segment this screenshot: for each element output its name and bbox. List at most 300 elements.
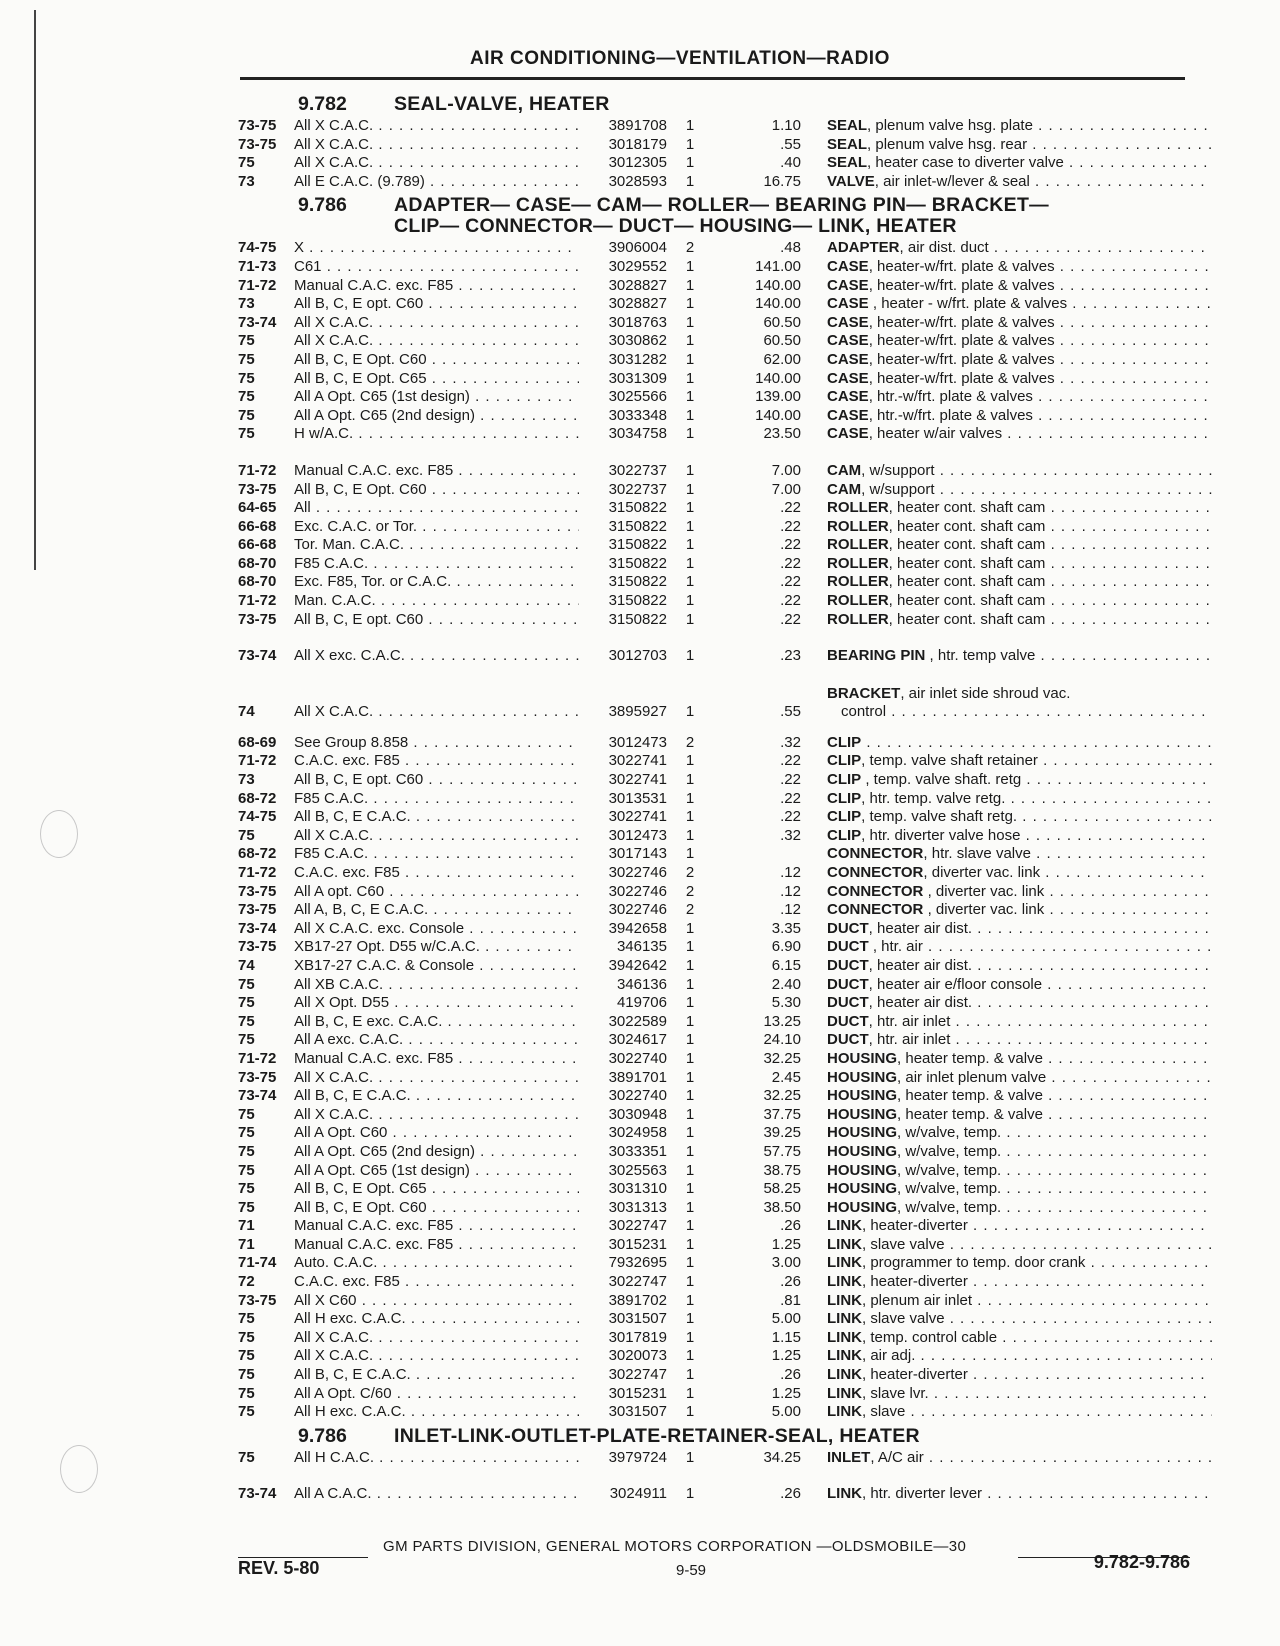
model-years: 75 — [238, 1328, 255, 1346]
part-description: , diverter vac. link . . . — [923, 864, 1212, 881]
quantity: 1 — [685, 573, 695, 591]
part-name: BRACKET — [827, 684, 901, 702]
application: All H exc. C.A.C. . . . — [294, 1403, 579, 1422]
part-description: , heater cont. shaft cam . . . — [889, 573, 1212, 590]
part-number: 3979724 — [608, 1448, 667, 1466]
part-row — [238, 1329, 1190, 1348]
part-number: 3024911 — [609, 1485, 667, 1503]
price: 1.25 — [771, 1347, 801, 1365]
part-number: 3028827 — [608, 276, 667, 294]
group-number: 9.782 — [298, 93, 347, 115]
price: .23 — [780, 647, 801, 665]
part-number: 3025566 — [608, 388, 667, 406]
part-name: LINK — [827, 1254, 862, 1272]
model-years: 73-75 — [238, 1291, 277, 1309]
part-description: , w/valve, temp. . . . — [897, 1124, 1212, 1141]
part-name: LINK — [827, 1485, 862, 1503]
part-name: LINK — [827, 1328, 862, 1346]
part-number: 3891708 — [608, 117, 667, 134]
part-number: 3031313 — [608, 1198, 667, 1216]
part-description: , plenum air inlet . . . — [862, 1292, 1212, 1309]
price: .22 — [780, 752, 801, 770]
part-description: , heater temp. & valve . . . — [897, 1087, 1212, 1104]
model-years: 73-75 — [238, 480, 277, 498]
part-description: , temp. valve shaft. retg . . . — [861, 771, 1212, 788]
price: 7.00 — [771, 461, 801, 479]
quantity: 1 — [685, 1291, 695, 1309]
part-row — [238, 258, 1190, 277]
part-description: , htr. slave valve . . . — [923, 845, 1212, 862]
part-description: , heater-w/frt. plate & valves . . . — [869, 258, 1212, 275]
group-title-block — [394, 94, 610, 115]
part-name: CONNECTOR — [827, 864, 924, 881]
application: Manual C.A.C. exc. F85 . . . — [294, 1236, 579, 1255]
model-years: 75 — [238, 1031, 255, 1049]
part-description: , heater-w/frt. plate & valves . . . — [869, 332, 1212, 349]
description — [801, 425, 1212, 444]
description — [801, 808, 1212, 827]
model-years: 71-74 — [238, 1254, 277, 1272]
quantity: 1 — [685, 425, 695, 443]
quantity: 1 — [685, 1448, 695, 1466]
part-description: , temp. control cable . . . — [862, 1329, 1212, 1346]
part-description: , heater-w/frt. plate & valves . . . — [869, 351, 1212, 368]
price: 34.25 — [763, 1448, 801, 1466]
quantity: 1 — [685, 1485, 695, 1503]
model-years: 73-74 — [238, 1485, 277, 1503]
part-description: , heater air dist. . . . — [869, 994, 1212, 1011]
quantity: 1 — [685, 313, 695, 331]
application: All H exc. C.A.C. . . . — [294, 1310, 579, 1329]
description — [801, 1236, 1212, 1255]
part-number: 3020073 — [608, 1347, 667, 1365]
quantity: 1 — [685, 536, 695, 554]
page-number: 9-59 — [676, 1562, 707, 1579]
quantity: 1 — [685, 1347, 695, 1365]
part-name: DUCT — [827, 956, 869, 974]
price: .22 — [780, 610, 801, 628]
quantity: 1 — [685, 117, 695, 134]
quantity: 1 — [685, 172, 695, 190]
part-name: CLIP — [827, 789, 862, 807]
application: Tor. Man. C.A.C. . . . — [294, 536, 579, 555]
part-name: HOUSING — [827, 1068, 898, 1086]
price: .55 — [780, 135, 801, 153]
application: All X C60 . . . — [294, 1292, 579, 1311]
model-years: 75 — [238, 1012, 255, 1030]
part-number: 3150822 — [608, 610, 667, 628]
part-name: CASE — [827, 257, 869, 275]
description — [801, 994, 1212, 1013]
price: 3.35 — [771, 919, 801, 937]
application: All X C.A.C. . . . — [294, 1347, 579, 1366]
price: .22 — [780, 789, 801, 807]
part-number: 3022741 — [608, 752, 667, 770]
part-description: , htr. temp. valve retg. . . . — [861, 790, 1212, 807]
part-description: , htr. air inlet . . . — [869, 1031, 1212, 1048]
model-years: 75 — [238, 1198, 255, 1216]
application: All A opt. C60 . . . — [294, 883, 579, 902]
application: All X C.A.C. . . . — [294, 136, 579, 155]
application: All X exc. C.A.C. . . . — [294, 647, 579, 666]
model-years: 68-70 — [238, 573, 277, 591]
model-years: 73-75 — [238, 901, 277, 919]
model-years: 71-72 — [238, 276, 277, 294]
part-description: , heater-diverter . . . — [862, 1217, 1212, 1234]
group-title: ADAPTER— CASE— CAM— ROLLER— BEARING PIN— BRACKET— — [394, 194, 1049, 217]
part-name: ADAPTER — [827, 239, 900, 257]
quantity: 1 — [685, 1049, 695, 1067]
quantity: 1 — [685, 332, 695, 350]
quantity: 1 — [685, 276, 695, 294]
application: Exc. C.A.C. or Tor. . . . — [294, 518, 579, 537]
row-spacer — [238, 722, 1190, 734]
part-name: SEAL — [827, 117, 868, 134]
price: 24.10 — [763, 1031, 801, 1049]
quantity: 1 — [685, 1198, 695, 1216]
part-description: , htr. air . . . — [869, 938, 1212, 955]
application: F85 C.A.C. . . . — [294, 790, 579, 809]
quantity: 1 — [685, 1235, 695, 1253]
price: 37.75 — [763, 1105, 801, 1123]
part-number: 3028593 — [608, 172, 667, 190]
part-row — [238, 771, 1190, 790]
part-number: 3012473 — [608, 826, 667, 844]
model-years: 72 — [238, 1273, 255, 1291]
group-heading — [238, 94, 1190, 115]
quantity: 1 — [685, 406, 695, 424]
part-number: 3150822 — [608, 554, 667, 572]
part-number: 3029552 — [608, 257, 667, 275]
application: All B, C, E Opt. C60 . . . — [294, 1199, 579, 1218]
quantity: 1 — [685, 1217, 695, 1235]
part-row — [238, 295, 1190, 314]
application: All B, C, E Opt. C65 . . . — [294, 1180, 579, 1199]
part-row — [238, 1031, 1190, 1050]
part-number: 3034758 — [608, 425, 667, 443]
part-name: CLIP — [827, 733, 862, 751]
price: 1.15 — [771, 1328, 801, 1346]
part-row — [238, 407, 1190, 426]
model-years: 74 — [238, 956, 255, 974]
part-row — [238, 808, 1190, 827]
part-row — [238, 239, 1190, 258]
quantity: 1 — [685, 845, 695, 863]
price: 23.50 — [763, 425, 801, 443]
application: All X C.A.C. . . . — [294, 1106, 579, 1125]
description — [801, 1217, 1212, 1236]
part-description: , heater - w/frt. plate & valves . . . — [869, 295, 1212, 312]
model-years: 73-74 — [238, 313, 277, 331]
application: All B, C, E Opt. C60 . . . — [294, 351, 579, 370]
part-number: 3030948 — [608, 1105, 667, 1123]
application: All B, C, E C.A.C. . . . — [294, 1366, 579, 1385]
part-row — [238, 611, 1190, 630]
part-description: , heater air dist. . . . — [869, 957, 1212, 974]
part-row — [238, 1217, 1190, 1236]
quantity: 1 — [685, 1142, 695, 1160]
model-years: 68-69 — [238, 733, 277, 751]
description — [801, 117, 1212, 136]
part-row — [238, 1449, 1190, 1468]
application: C.A.C. exc. F85 . . . — [294, 1273, 579, 1292]
description — [801, 1013, 1212, 1032]
application: C.A.C. exc. F85 . . . — [294, 752, 579, 771]
part-number: 3022747 — [608, 1273, 667, 1291]
part-name: VALVE — [827, 172, 875, 190]
part-row — [238, 1013, 1190, 1032]
part-number: 3015231 — [608, 1235, 667, 1253]
group-heading — [238, 195, 1190, 237]
part-description-continued: control . . . — [827, 703, 1212, 722]
price: .22 — [780, 808, 801, 826]
application: F85 C.A.C. . . . — [294, 555, 579, 574]
quantity: 1 — [685, 1384, 695, 1402]
quantity: 1 — [685, 1366, 695, 1384]
model-years: 71 — [238, 1217, 255, 1235]
application: All X C.A.C. . . . — [294, 332, 579, 351]
part-row — [238, 277, 1190, 296]
application: All A, B, C, E C.A.C. . . . — [294, 901, 579, 920]
price: 5.00 — [771, 1310, 801, 1328]
model-years: 68-72 — [238, 845, 277, 863]
group-title: INLET-LINK-OUTLET-PLATE-RETAINER-SEAL, HEATER — [394, 1424, 920, 1447]
part-description: , w/support . . . — [861, 481, 1212, 498]
part-row — [238, 518, 1190, 537]
part-row — [238, 684, 1190, 722]
application: All A Opt. C65 (2nd design) . . . — [294, 1143, 579, 1162]
part-description: , heater-w/frt. plate & valves . . . — [869, 314, 1212, 331]
part-row — [238, 462, 1190, 481]
application: Manual C.A.C. exc. F85 . . . — [294, 462, 579, 481]
price: 140.00 — [755, 369, 801, 387]
punch-hole — [40, 810, 78, 858]
part-number: 3030862 — [608, 332, 667, 350]
description — [801, 1087, 1212, 1106]
part-name: LINK — [827, 1273, 862, 1291]
model-years: 75 — [238, 332, 255, 350]
description — [801, 462, 1212, 481]
part-number: 3022746 — [608, 864, 667, 881]
model-years: 75 — [238, 826, 255, 844]
model-years: 75 — [238, 1124, 255, 1142]
price: 1.25 — [771, 1235, 801, 1253]
quantity: 1 — [685, 517, 695, 535]
part-row — [238, 938, 1190, 957]
group-number: 9.786 — [298, 194, 347, 217]
quantity: 2 — [685, 239, 695, 257]
footer-publisher: GM PARTS DIVISION, GENERAL MOTORS CORPORATION —OLDSMOBILE—30 — [383, 1538, 967, 1555]
part-row — [238, 481, 1190, 500]
application: All B, C, E C.A.C. . . . — [294, 808, 579, 827]
model-years: 75 — [238, 1310, 255, 1328]
part-number: 3150822 — [608, 573, 667, 591]
part-row — [238, 592, 1190, 611]
part-name: CASE — [827, 350, 869, 368]
part-name: SEAL — [827, 135, 868, 153]
part-name: CASE — [827, 388, 869, 406]
description — [801, 1069, 1212, 1088]
part-name: LINK — [827, 1347, 862, 1365]
model-years: 75 — [238, 425, 255, 443]
part-name: CASE — [827, 369, 869, 387]
price: 5.30 — [771, 994, 801, 1012]
application: All X C.A.C. . . . — [294, 827, 579, 846]
part-name: DUCT — [827, 975, 869, 993]
price: .26 — [780, 1273, 801, 1291]
model-years: 74 — [238, 703, 255, 721]
part-row — [238, 388, 1190, 407]
model-years: 73-75 — [238, 610, 277, 628]
price: 6.90 — [771, 938, 801, 956]
part-number: 3022747 — [608, 1217, 667, 1235]
part-name: CAM — [827, 461, 862, 479]
application: All A Opt. C/60 . . . — [294, 1385, 579, 1404]
application: See Group 8.858 . . . — [294, 734, 579, 753]
part-row — [238, 154, 1190, 173]
model-years: 73-75 — [238, 117, 277, 134]
part-name: CONNECTOR — [827, 882, 924, 900]
price: 3.00 — [771, 1254, 801, 1272]
part-number: 3033348 — [608, 406, 667, 424]
part-description: , air inlet-w/lever & seal . . . — [875, 173, 1212, 190]
part-name: DUCT — [827, 1012, 869, 1030]
application: All . . . — [294, 499, 579, 518]
part-number: 3022746 — [608, 882, 667, 900]
part-row — [238, 901, 1190, 920]
application: All X C.A.C. . . . — [294, 314, 579, 333]
part-description: , air inlet plenum valve . . . — [897, 1069, 1212, 1086]
part-name: CLIP — [827, 771, 862, 789]
part-row — [238, 1292, 1190, 1311]
model-years: 68-72 — [238, 789, 277, 807]
application: All XB C.A.C. . . . — [294, 976, 579, 995]
quantity: 1 — [685, 1310, 695, 1328]
part-number: 3031507 — [608, 1403, 667, 1421]
description — [801, 592, 1212, 611]
part-description: , air inlet side shroud vac. — [900, 684, 1071, 702]
part-name: HOUSING — [827, 1049, 898, 1067]
model-years: 71-72 — [238, 461, 277, 479]
part-row — [238, 827, 1190, 846]
description — [801, 1254, 1212, 1273]
part-number: 3022747 — [608, 1366, 667, 1384]
quantity: 1 — [685, 1087, 695, 1105]
description — [801, 1449, 1212, 1468]
quantity: 1 — [685, 647, 695, 665]
part-name: CLIP — [827, 826, 862, 844]
quantity: 2 — [685, 882, 695, 900]
part-name: HOUSING — [827, 1161, 898, 1179]
part-description: , heater-w/frt. plate & valves . . . — [869, 277, 1212, 294]
quantity: 1 — [685, 994, 695, 1012]
part-description: , A/C air . . . — [870, 1449, 1212, 1466]
quantity: 1 — [685, 369, 695, 387]
part-row — [238, 1180, 1190, 1199]
part-row — [238, 573, 1190, 592]
quantity: 1 — [685, 752, 695, 770]
part-row — [238, 1162, 1190, 1181]
part-name: CASE — [827, 332, 869, 350]
part-name: LINK — [827, 1235, 862, 1253]
description — [801, 1273, 1212, 1292]
model-years: 71-72 — [238, 752, 277, 770]
quantity: 1 — [685, 938, 695, 956]
quantity: 1 — [685, 771, 695, 789]
description — [801, 1385, 1212, 1404]
part-number: 3025563 — [608, 1161, 667, 1179]
part-description: , heater cont. shaft cam . . . — [889, 499, 1212, 516]
part-description: , temp. valve shaft retg. . . . — [861, 808, 1212, 825]
part-name: CLIP — [827, 808, 862, 826]
application: Man. C.A.C. . . . — [294, 592, 579, 611]
price: 2.40 — [771, 975, 801, 993]
description — [801, 1031, 1212, 1050]
part-description: , heater cont. shaft cam . . . — [889, 536, 1212, 553]
price: .48 — [780, 239, 801, 257]
part-name: ROLLER — [827, 610, 889, 628]
price: 2.45 — [771, 1068, 801, 1086]
quantity: 1 — [685, 1012, 695, 1030]
price: 140.00 — [755, 406, 801, 424]
part-description: , heater case to diverter valve . . . — [867, 154, 1212, 171]
model-years: 71-72 — [238, 1049, 277, 1067]
description — [801, 827, 1212, 846]
price: .22 — [780, 536, 801, 554]
price: .32 — [780, 826, 801, 844]
price: 60.50 — [763, 313, 801, 331]
price: .22 — [780, 592, 801, 610]
part-number: 3895927 — [608, 703, 667, 721]
part-number: 3891701 — [608, 1068, 667, 1086]
part-description: , slave lvr. . . . — [862, 1385, 1212, 1402]
application: All X C.A.C. . . . — [294, 154, 579, 173]
description — [801, 277, 1212, 296]
group-title: SEAL-VALVE, HEATER — [394, 93, 610, 115]
part-number: 346135 — [616, 938, 667, 956]
part-name: HOUSING — [827, 1087, 898, 1105]
part-row — [238, 1385, 1190, 1404]
price: 6.15 — [771, 956, 801, 974]
description — [801, 1403, 1212, 1422]
binder-margin-line — [34, 10, 36, 570]
quantity: 1 — [685, 808, 695, 826]
quantity: 1 — [685, 956, 695, 974]
part-description: , heater air dist. . . . — [869, 920, 1212, 937]
description — [801, 1329, 1212, 1348]
part-name: CASE — [827, 295, 869, 313]
revision-date: REV. 5-80 — [238, 1558, 320, 1578]
part-row — [238, 173, 1190, 192]
row-spacer — [238, 629, 1190, 647]
parts-listing — [238, 90, 1190, 1504]
group-title-block — [394, 1426, 920, 1447]
description — [801, 518, 1212, 537]
model-years: 73-74 — [238, 919, 277, 937]
description — [801, 536, 1212, 555]
part-name: HOUSING — [827, 1198, 898, 1216]
price: .55 — [780, 703, 801, 721]
part-name: CASE — [827, 425, 869, 443]
description — [801, 752, 1212, 771]
model-years: 75 — [238, 1403, 255, 1421]
part-row — [238, 1347, 1190, 1366]
price: .12 — [780, 882, 801, 900]
part-name: DUCT — [827, 938, 869, 956]
application: All B, C, E Opt. C65 . . . — [294, 370, 579, 389]
description — [801, 883, 1212, 902]
part-name: HOUSING — [827, 1105, 898, 1123]
